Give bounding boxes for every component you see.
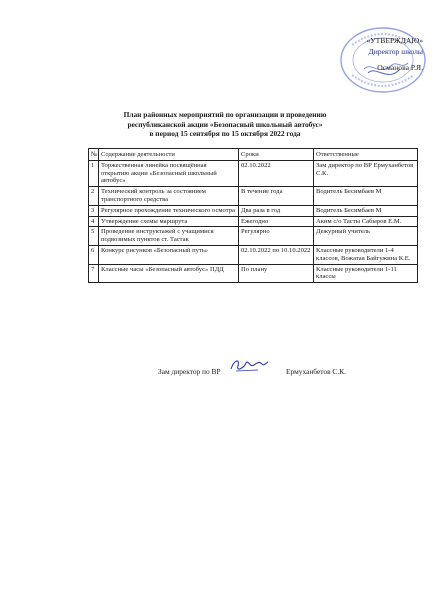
row-number: 7 bbox=[89, 264, 99, 283]
approval-name: Османова Р.Я. bbox=[377, 63, 423, 72]
row-dates: Ежегодно bbox=[239, 216, 314, 227]
row-activity: Классные часы «Безопасный автобус» ПДД bbox=[99, 264, 239, 283]
approval-block bbox=[366, 36, 423, 74]
header-number: № bbox=[89, 149, 99, 161]
approval-heading: «УТВЕРЖДАЮ» bbox=[366, 36, 423, 45]
row-responsible: Зам директор по ВР Ермуханбетов С.К. bbox=[314, 160, 418, 186]
table-row bbox=[89, 245, 418, 264]
handwritten-signature bbox=[228, 354, 270, 376]
table-header-row bbox=[89, 149, 418, 161]
row-activity: Технический контроль за состоянием транспортного средства bbox=[99, 187, 239, 206]
title-line-2: республиканской акции «Безопасный школьный автобус» bbox=[127, 119, 323, 129]
header-dates: Сроки bbox=[239, 149, 314, 161]
row-dates: По плану bbox=[239, 264, 314, 283]
row-dates: 02.10.2022 bbox=[239, 160, 314, 186]
row-responsible: Аким с/о Тасты Сабыров Е.М. bbox=[314, 216, 418, 227]
table-row bbox=[89, 264, 418, 283]
plan-table bbox=[88, 148, 418, 283]
table-row bbox=[89, 216, 418, 227]
title-line-1: План районных мероприятий по организации и проведению bbox=[123, 110, 327, 119]
row-responsible: Водитель Бесимбаев М bbox=[314, 187, 418, 206]
row-activity: Конкурс рисунков «Безопасный путь» bbox=[99, 245, 239, 264]
table-row bbox=[89, 160, 418, 186]
row-responsible: Классные руководители 1-11 классы bbox=[314, 264, 418, 283]
table-row bbox=[89, 187, 418, 206]
row-responsible: Дежурный учитель bbox=[314, 227, 418, 246]
row-dates: 02.10.2022 по 10.10.2022 bbox=[239, 245, 314, 264]
row-number: 3 bbox=[89, 205, 99, 216]
table-row bbox=[89, 227, 418, 246]
row-number: 4 bbox=[89, 216, 99, 227]
row-number: 1 bbox=[89, 160, 99, 186]
table-row bbox=[89, 205, 418, 216]
row-number: 5 bbox=[89, 227, 99, 246]
approval-position: Директор школы bbox=[368, 46, 423, 56]
row-activity: Утверждение схемы маршрута bbox=[99, 216, 239, 227]
row-activity: Проведение инструктажей с учащимися подвозимых пунктов ст. Тастак bbox=[99, 227, 239, 246]
row-responsible: Водитель Бесимбаев М bbox=[314, 205, 418, 216]
row-number: 6 bbox=[89, 245, 99, 264]
row-activity: Торжественная линейка посвящённая открытию акции «Безопасный школьный автобус» bbox=[99, 160, 239, 186]
row-number: 2 bbox=[89, 187, 99, 206]
header-responsible: Ответственные bbox=[314, 149, 418, 161]
header-activity: Содержание деятельности bbox=[99, 149, 239, 161]
document-title bbox=[60, 110, 390, 139]
title-line-3: в период 15 сентября по 15 октября 2022 года bbox=[149, 129, 301, 138]
row-responsible: Классные руководители 1-4 классов, Вожатая Байгужина К.Е. bbox=[314, 245, 418, 264]
row-dates: Регулярно bbox=[239, 227, 314, 246]
row-activity: Регулярное прохождение технического осмотра bbox=[99, 205, 239, 216]
signature-position: Зам директор по ВР bbox=[158, 367, 221, 376]
row-dates: Два раза в год bbox=[239, 205, 314, 216]
row-dates: В течение года bbox=[239, 187, 314, 206]
signature-name: Ермуханбетов С.К. bbox=[286, 367, 346, 376]
